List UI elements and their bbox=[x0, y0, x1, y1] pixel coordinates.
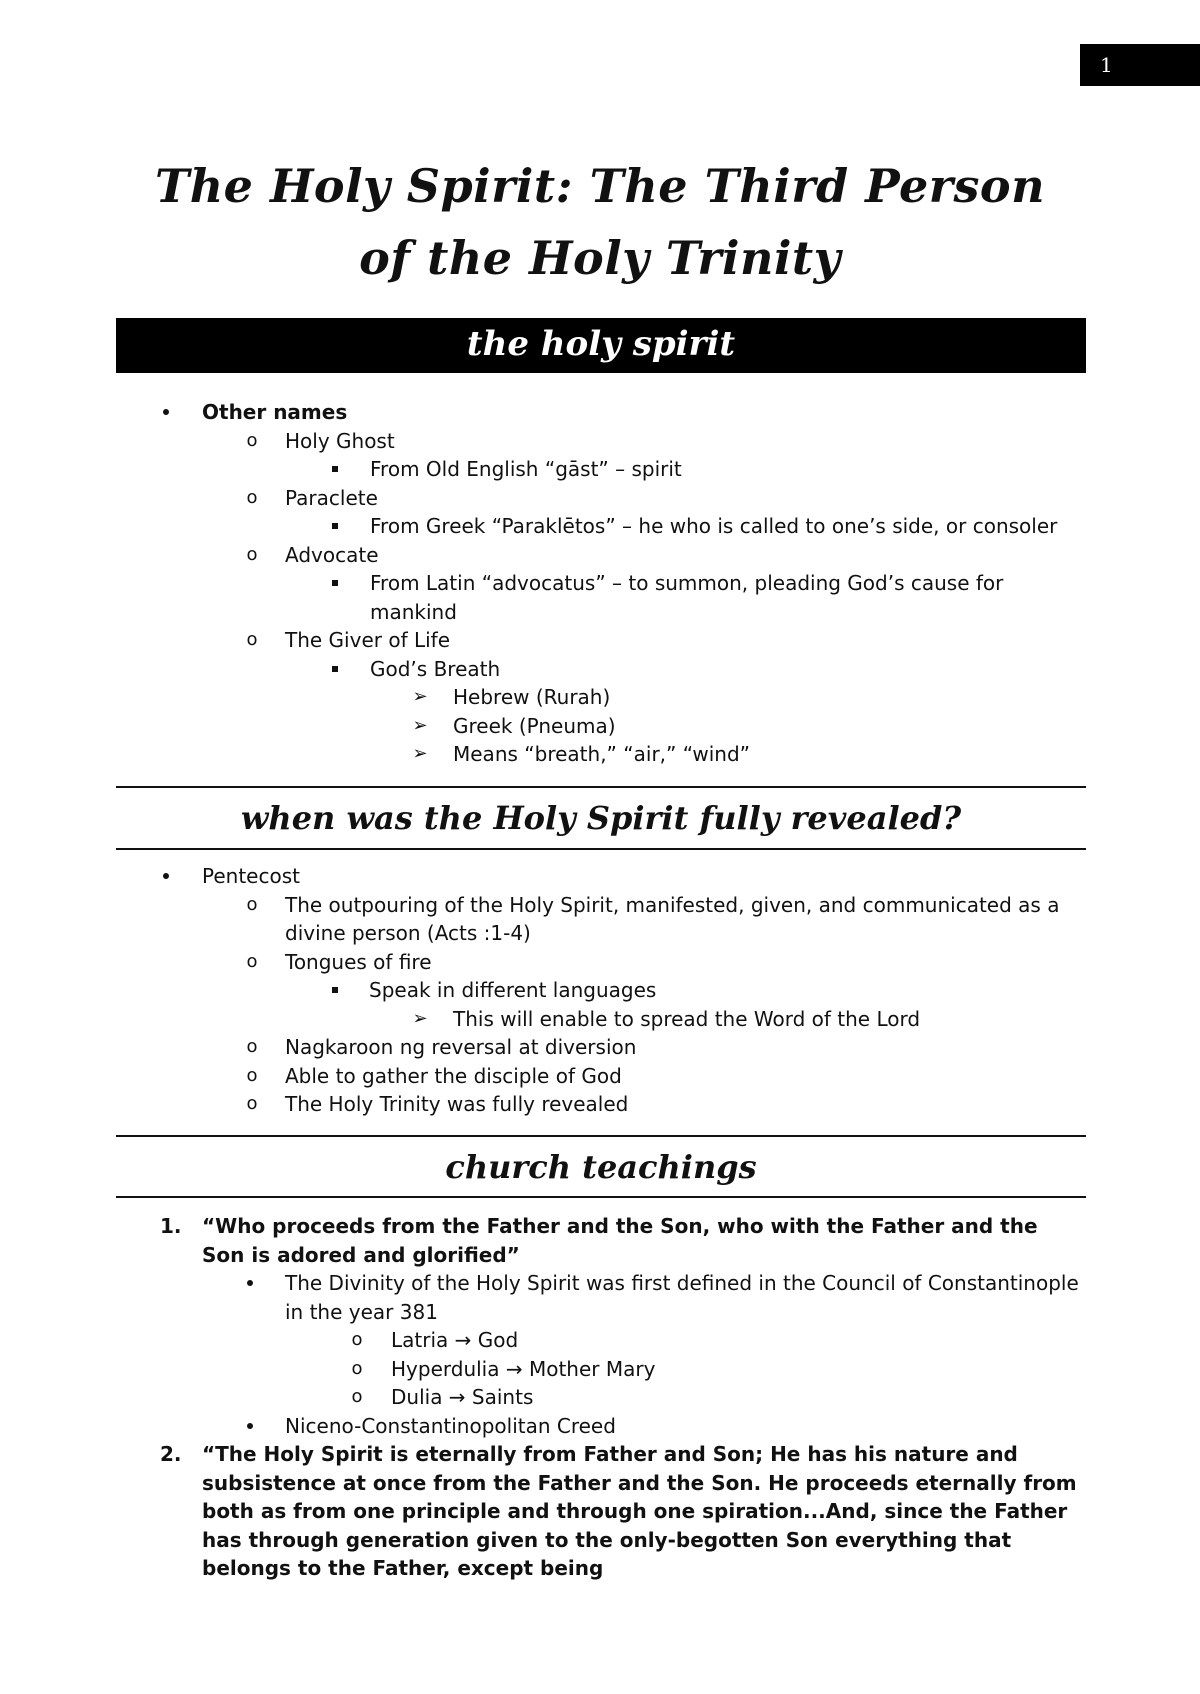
list-item: Niceno-Constantinopolitan Creed bbox=[285, 1413, 616, 1438]
circle-bullet-icon: o bbox=[351, 1386, 363, 1407]
circle-bullet-icon: o bbox=[246, 543, 258, 565]
bullet-icon bbox=[238, 1412, 262, 1441]
list-item: “The Holy Spirit is eternally from Father and Son; He has his nature and subsistence at once from the Father and the Son. He proceeds eternally from both as from one principle and through one spiration...And, since the Father has through generation given to the only-begotten Son everything that belongs to the Father, except being bbox=[202, 1442, 1077, 1580]
arrow-bullet-icon: ➢ bbox=[412, 743, 428, 764]
square-bullet-icon bbox=[323, 455, 347, 484]
list-item: Tongues of fire bbox=[285, 949, 432, 974]
arrow-bullet-icon: ➢ bbox=[412, 714, 428, 736]
circle-bullet-icon: o bbox=[246, 950, 258, 972]
list-item: Hebrew (Rurah) bbox=[453, 685, 611, 709]
church-teachings-list bbox=[0, 1212, 1200, 1580]
list-item: Advocate bbox=[285, 542, 379, 567]
list-item: Pentecost bbox=[202, 864, 300, 888]
list-item: The Divinity of the Holy Spirit was first defined in the Council of Constantinople in the year 381 bbox=[285, 1271, 1079, 1324]
other-names-heading: Other names bbox=[202, 400, 348, 424]
list-item: Means “breath,” “air,” “wind” bbox=[453, 742, 751, 766]
list-item: From Latin “advocatus” – to summon, pleading God’s cause for mankind bbox=[370, 571, 1004, 624]
circle-bullet-icon: o bbox=[246, 486, 258, 508]
list-item: “Who proceeds from the Father and the Son, who with the Father and the Son is adored and glorified” bbox=[202, 1214, 1038, 1267]
list-item: The outpouring of the Holy Spirit, manifested, given, and communicated as a divine person (Acts :1-4) bbox=[285, 892, 1060, 945]
list-item: The Holy Trinity was fully revealed bbox=[285, 1092, 629, 1116]
circle-bullet-icon: o bbox=[246, 1036, 258, 1057]
arrow-bullet-icon: ➢ bbox=[412, 686, 428, 707]
section-heading-church-teachings: church teachings bbox=[445, 1148, 757, 1186]
circle-bullet-icon: o bbox=[246, 893, 258, 915]
bullet-icon bbox=[154, 398, 178, 427]
list-item: Hyperdulia → Mother Mary bbox=[391, 1356, 656, 1381]
section-divider bbox=[116, 848, 1086, 850]
document-title: The Holy Spirit: The Third Person of the Holy Trinity bbox=[154, 159, 1046, 285]
list-item: The Giver of Life bbox=[285, 628, 451, 652]
section-heading-revealed: when was the Holy Spirit fully revealed? bbox=[240, 799, 962, 837]
section-divider bbox=[116, 1135, 1086, 1137]
list-item: God’s Breath bbox=[370, 656, 501, 681]
list-number: 2. bbox=[160, 1442, 182, 1466]
list-item: Able to gather the disciple of God bbox=[285, 1063, 622, 1088]
list-item: Greek (Pneuma) bbox=[453, 713, 616, 738]
section-divider bbox=[116, 786, 1086, 788]
list-item: This will enable to spread the Word of the Lord bbox=[453, 1006, 921, 1031]
square-bullet-icon bbox=[323, 976, 347, 1005]
section-divider bbox=[116, 1196, 1086, 1198]
list-item: Nagkaroon ng reversal at diversion bbox=[285, 1035, 637, 1059]
list-item: Latria → God bbox=[391, 1328, 519, 1352]
square-bullet-icon bbox=[323, 655, 347, 684]
circle-bullet-icon: o bbox=[246, 1093, 258, 1114]
pentecost-list bbox=[0, 862, 1200, 1119]
bullet-icon bbox=[154, 862, 178, 891]
circle-bullet-icon: o bbox=[351, 1329, 363, 1350]
square-bullet-icon bbox=[323, 512, 347, 541]
list-item: From Greek “Paraklētos” – he who is called to one’s side, or consoler bbox=[370, 514, 1058, 538]
page-number: 1 bbox=[1080, 44, 1200, 86]
circle-bullet-icon: o bbox=[351, 1357, 363, 1379]
section-band-holy-spirit: the holy spirit bbox=[116, 318, 1086, 373]
list-item: Holy Ghost bbox=[285, 428, 395, 453]
circle-bullet-icon: o bbox=[246, 629, 258, 650]
bullet-icon bbox=[238, 1269, 262, 1298]
list-number: 1. bbox=[160, 1214, 182, 1238]
circle-bullet-icon: o bbox=[246, 429, 258, 451]
list-item: Paraclete bbox=[285, 485, 378, 510]
other-names-list bbox=[0, 398, 1200, 769]
square-bullet-icon bbox=[323, 569, 347, 598]
list-item: From Old English “gāst” – spirit bbox=[370, 457, 682, 481]
list-item: Dulia → Saints bbox=[391, 1385, 534, 1409]
circle-bullet-icon: o bbox=[246, 1064, 258, 1086]
list-item: Speak in different languages bbox=[369, 978, 657, 1002]
arrow-bullet-icon: ➢ bbox=[412, 1007, 428, 1029]
